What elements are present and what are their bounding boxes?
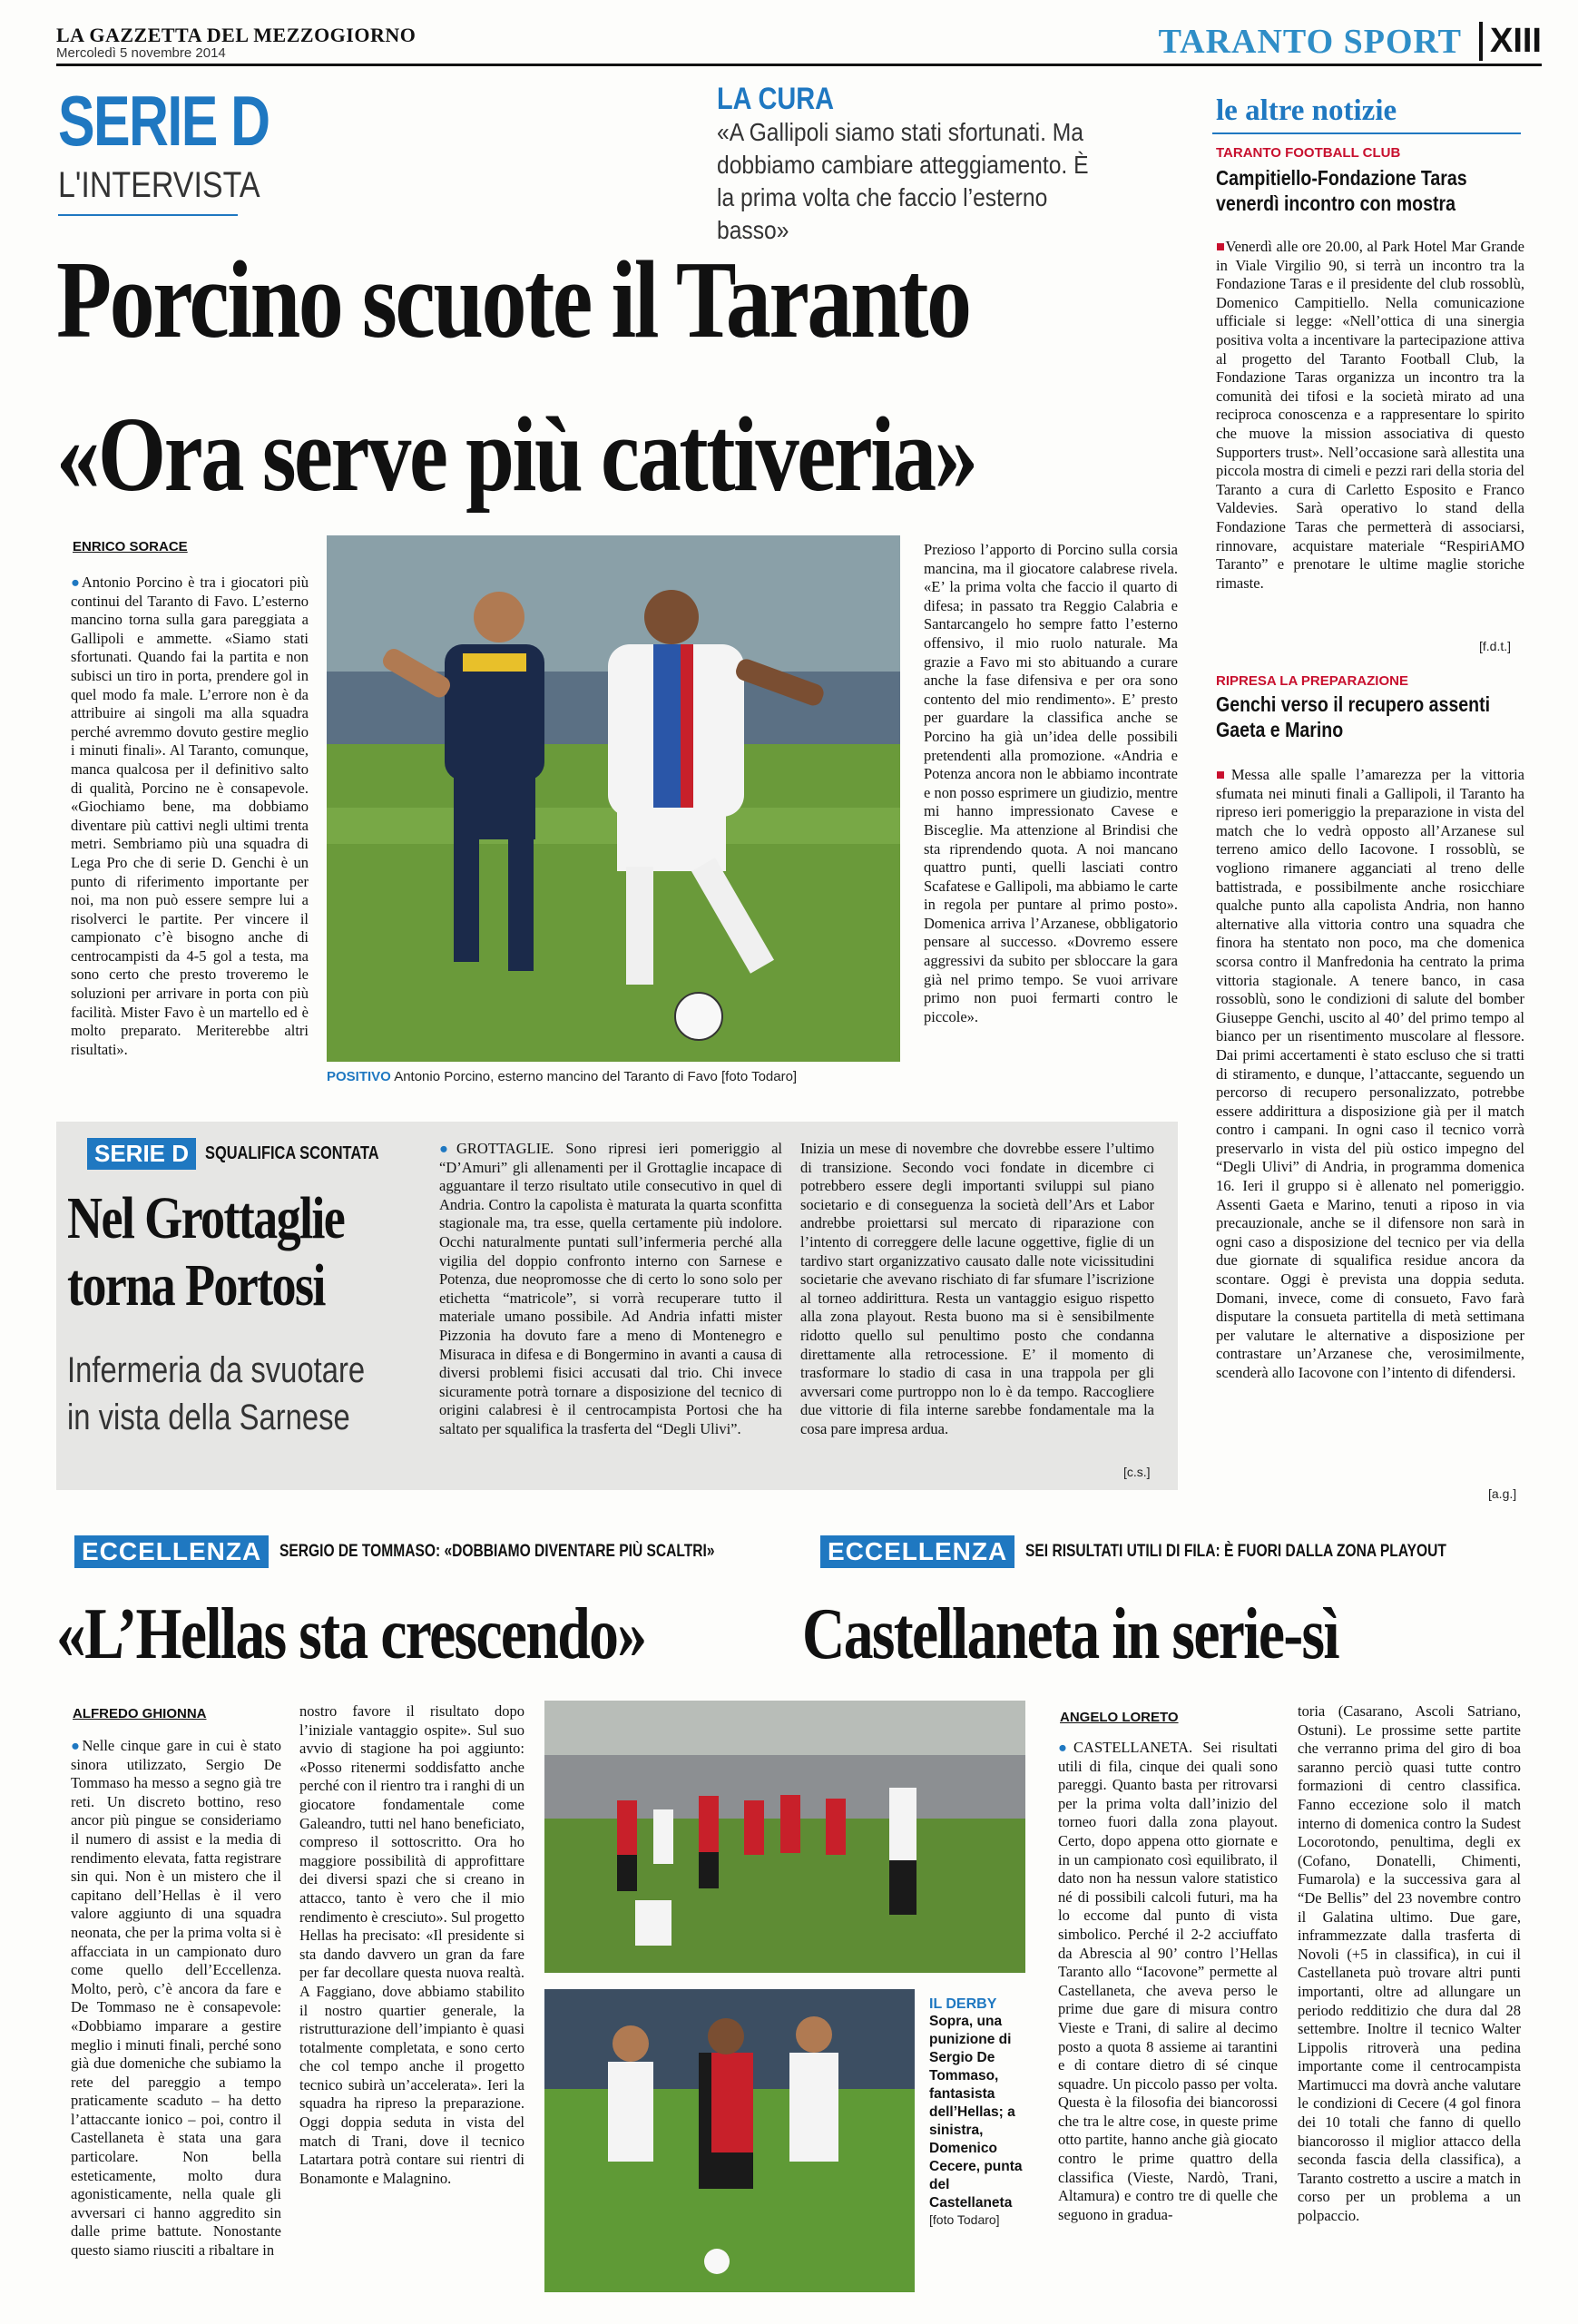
hellas-photo-top <box>544 1701 1025 1973</box>
sidebar-item2-kicker: RIPRESA LA PREPARAZIONE <box>1216 673 1408 689</box>
grottaglie-tag-row <box>87 1138 417 1170</box>
lead-column-1: ● Antonio Porcino è tra i giocatori più continui del Taranto di Favo. L’esterno mancino torna sulla gara pareggiata a Gallipoli e ammette. «Siamo stati sfortunati. Quando fai la partita e non subisci un tiro in porta, prendere gol in quel modo fa male. L’errore non è da attribuire ai singoli ma alla squadra perché avremmo dovuto gestire meglio i minuti finali». Al Taranto, comunque, manca qualcosa per il definitivo salto di qualità, Porcino ne è consapevole. «Giochiamo bene, ma dobbiamo diventare più cattivi negli ultimi trenta metri. Sembriamo più una squadra di Lega Pro che di serie D. Genchi è un punto di riferimento importante per noi, ma non può essere sempre lui a risolverci le partite. Per vincere il campionato c’è bisogno anche di centrocampisti da 4-5 gol a testa, ma sono certo che presto troveremo le soluzioni per arrivare in porta con più facilità. Mister Favo è un martello ed è molto preparato. Meriterebbe altri risultati». <box>71 574 309 1082</box>
grottaglie-title: Nel Grottaglie torna Portosi <box>67 1185 345 1319</box>
section-name: TARANTO SPORT <box>1158 23 1462 61</box>
pull-quote: «A Gallipoli siamo stati sfortunati. Ma dobbiamo cambiare atteggiamento. È la prima volta che faccio l’esterno basso» <box>717 118 1089 244</box>
lead-photo <box>327 535 900 1062</box>
derby-tag: IL DERBY <box>929 1996 997 2012</box>
lead-photo-caption <box>327 1069 907 1084</box>
derby-caption-text: Sopra, una punizione di Sergio De Tommaso, fantasista dell’Hellas; a sinistra, Domenico Cecere, punta del Castellaneta <box>929 2014 1023 2211</box>
lead-column-3: Prezioso l’apporto di Porcino sulla corsia mancina, ma il giocatore calabrese rivela. «E’ la prima volta che faccio il quarto di difesa; in passato tra Reggio Calabria e Santarcangelo ho sempre fatto l’esterno offensivo, il mio ruolo naturale. Ma grazie a Favo mi sto abituando a curare anche la fase difensiva e per ora sono contento del mio rendimento». E’ presto per guardare la classifica anche se Porcino ha già un’idea delle possibili pretendenti alla promozione. «Andria e Potenza ancora non le abbiamo incontrate e non posso esprimere un giudizio, mentre mi hanno impressionato Cavese e Bisceglie. Ma attenzione al Brindisi che sta riprendendo quota. A noi mancano quattro punti, quelli lasciati contro Scafatese e Gallipoli, ma abbiamo le carte in regola per puntare al primo posto». Domenica arriva l’Arzanese, obbligatorio pensare al successo. «Dovremo essere aggressivi da subito per sbloccare la gara già nel primo tempo. Se vuoi arrivare primo non puoi fermarti contro le piccole». <box>924 541 1178 1025</box>
hellas-photo-bottom <box>544 1989 915 2292</box>
castellaneta-tag-sub: SEI RISULTATI UTILI DI FILA: È FUORI DALLA ZONA PLAYOUT <box>1025 1542 1447 1561</box>
caption-text: Antonio Porcino, esterno mancino del Taranto di Favo <box>394 1069 718 1084</box>
lead-headline: Porcino scuote il Taranto <box>56 239 970 361</box>
sidebar-item1-body: ■ Venerdì alle ore 20.00, al Park Hotel Mar Grande in Viale Virgilio 90, si terrà un incontro tra la Fondazione Taras e il presidente del club rossoblù, Domenico Campitiello. Nella comunicazione ufficiale si legge: «Nell’ottica di una sinergia positiva volta a incentivare la partecipazione attiva al progetto del Taranto Football Club, la Fondazione Taras organizza un incontro tra la comunità dei tifosi e la società mirato ad una reciproca conoscenza e a rappresentare lo spirito che muove la mission associativa di questo Supporters trust». Nell’occasione sarà allestita una piccola mostra di cimeli e pezzi rari della storia del Taranto a cura di Carletto Esposito e Franco Valdevies. Sarà operativo lo stand della Fondazione Taras che permetterà di associarsi, rinnovare, acquistare materiale “RespiriAMO Taranto” e prenotare le ultime maglie storiche rimaste. <box>1216 238 1524 646</box>
derby-caption <box>929 1996 1029 2227</box>
castellaneta-headline: Castellaneta in serie-sì <box>802 1594 1339 1674</box>
castellaneta-tag: ECCELLENZA <box>820 1535 1014 1568</box>
hellas-headline: «L’Hellas sta crescendo» <box>56 1594 646 1674</box>
sidebar-item2-signature: [a.g.] <box>1488 1486 1517 1501</box>
quote-kicker: LA CURA <box>717 82 834 116</box>
sidebar-title: le altre notizie <box>1216 94 1397 127</box>
lead-headline-quote: «Ora serve più cattiveria» <box>56 395 976 514</box>
section-subkicker: L'INTERVISTA <box>58 165 260 205</box>
derby-credit: [foto Todaro] <box>929 2212 1000 2227</box>
hellas-tag-row <box>74 1535 810 1568</box>
kicker-rule <box>58 214 238 216</box>
page-number: XIII <box>1479 22 1542 61</box>
derby-match-illustration <box>544 1989 915 2292</box>
grottaglie-column-1: ● GROTTAGLIE. Sono ripresi ieri pomeriggio al “D’Amuri” gli allenamenti per il Grottaglie incapace di agguantare il terzo risultato utile consecutivo in quel di Andria. Contro la capolista è maturata la quarta sconfitta stagionale ma, tra esse, quella certamente più indolore. Occhi naturalmente puntati sull’infermeria perché alla vigilia del doppio confronto interno con Sarnese e Potenza, due neopromosse che di certo lo sono solo per etichetta “matricole”, si vorrà recuperare tutto il materiale umano possibile. Ad Andria infatti mister Pizzonia ha dovuto fare a meno di Montenegro e Misuraca in difesa e di Bongermino in avanti a causa di diversi problemi fisici accusati dal trio. Chi invece sicuramente potrà tornare a disposizione del tecnico di origini calabresi è il centrocampista Portosi che ha saltato per squalifica la trasferta del “Degli Ulivi”. <box>439 1140 782 1485</box>
sidebar-item1-signature: [f.d.t.] <box>1479 639 1512 653</box>
newspaper-name: LA GAZZETTA DEL MEZZOGIORNO <box>56 24 417 46</box>
section-kicker: SERIE D <box>58 81 270 161</box>
castellaneta-tag-row <box>820 1535 1539 1568</box>
free-kick-illustration <box>544 1701 1025 1973</box>
grottaglie-tag: SERIE D <box>87 1138 196 1170</box>
sidebar-item2-body: ■ Messa alle spalle l’amarezza per la vittoria sfumata nei minuti finali a Gallipoli, il Taranto ha ripreso ieri pomeriggio la preparazione in vista del match che lo vedrà opposto all’Arzanese sul terreno amico dello Iacovone. I rossoblù, se vogliono rimanere agganciati al treno delle battistrada, e possibilmente anche rosicchiare qualche punto alla capolista Andria, non hanno alternative alla vittoria contro una squadra che finora ha stentato non poco, ma che domenica scorsa contro il Manfredonia ha centrato la prima vittoria stagionale. A tenere banco, in casa rossoblù, sono le condizioni di salute del bomber Giuseppe Genchi, uscito al 40’ del primo tempo al bianco per un risentimento muscolare al flessore. Dai primi accertamenti è stato escluso che si tratti di stiramento, e dunque, l’attaccante, seguendo un percorso di recupero personalizzato, potrebbe essere addirittura a disposizione già per il match contro i campani. In ogni caso il tecnico vorrà preservarlo in vista del più ostico impegno del “Degli Ulivi” di Andria, in programma domenica 16. Ieri il gruppo si è allenato nel pomeriggio. Assenti Gaeta e Marino, tenuti a riposo in via precauzionale, anche se il difensore non sarà in ogni caso a disposizione del tecnico per via della due giornate di squalifica residue ancora da scontare. Oggi è prevista una doppia seduta. Domani, invece, come di consueto, Favo farà disputare la consueta partitella di metà settimana per valutare le alternative a disposizione per contrastare un’Arzanese che, verosimilmente, scenderà allo Iacovone con l’intento di difendersi. <box>1216 766 1524 1492</box>
sidebar-item1-headline: Campitiello-Fondazione Taras venerdì incontro con mostra <box>1216 166 1467 215</box>
castellaneta-byline: ANGELO LORETO <box>1060 1710 1179 1725</box>
football-players-illustration <box>327 535 900 1062</box>
castellaneta-column-2: toria (Casarano, Ascoli Satriano, Ostuni). Le prossime sette partite che verranno prima del giro di boa saranno perciò quasi tutte contro formazioni di centro classifica. Fanno eccezione solo il match interno di domenica contro la Sudest Locorotondo, penultima, degli ex (Cofano, Donatelli, Chimenti, Fumarola) e la successiva gara al “De Bellis” del 23 novembre contro il Galatina ultimo. Due gare, inframmezzate dalla trasferta di Novoli (+5 in classifica), in cui il Castellaneta può trovare altri punti importanti, oltre ad allungare un periodo redditizio che dura dal 28 settembre. Inoltre il tecnico Walter Lippolis ritroverà una pedina importante come il centrocampista Martimucci ma dovrà anche valutare le condizioni di Cecere (4 gol finora dei 10 totali che fanno di quello biancorosso il miglior attacco della seconda fascia della classifica), a Taranto costretto a uscire a match in corso per un problema a un polpaccio. <box>1298 1702 1521 2225</box>
sidebar-rule <box>1212 132 1521 134</box>
caption-tag: POSITIVO <box>327 1069 391 1084</box>
grottaglie-tag-sub: SQUALIFICA SCONTATA <box>205 1143 379 1163</box>
castellaneta-column-1: ● CASTELLANETA. Sei risultati utili di fila, cinque dei quali sono pareggi. Quanto basta per ritrovarsi per la prima volta dall’inizio del torneo fuori dalla zona playout. Certo, dopo appena otto giornate e in un campionato così equilibrato, il dato non ha nessun valore statistico né di possibili calcoli futuri, ma ha lo eccome dal punto di vista simbolico. Perché il 2-2 acciuffato da Abrescia al 90’ contro l’Hellas Taranto allo “Iacovone” permette al Castellaneta, che aveva perso le prime due gare di misura contro Vieste e Trani, di salire al decimo posto a quota 8 assieme ai tarantini e di contare dietro di sé cinque squadre. Un piccolo passo per volta. Questa è la filosofia dei biancorossi che tra le altre cose, in queste prime otto partite, hanno anche già giocato contro le prime quattro della classifica (Vieste, Nardò, Trani, Altamura) e contro tre di quelle che seguono in gradua- <box>1058 1739 1278 2292</box>
grottaglie-subtitle: Infermeria da svuotare in vista della Sarnese <box>67 1350 366 1437</box>
hellas-column-2: nostro favore il risultato dopo l’iniziale vantaggio ospite». Sul suo avvio di stagione ha poi aggiunto: «Posso ritenermi soddisfatto anche perché con il rientro tra i ranghi di un giocatore fondamentale come Galeandro, tutti nel hano beneficiato, compreso il sottoscritto. Ora ho maggiore possibilità di approfittare dei diversi spazi che si creano in attacco, tanto è vero che il mio rendimento è cresciuto». Sul progetto Hellas ha precisato: «Il presidente si sta dando davvero un gran da fare per far decollare questa nuova realtà. A Faggiano, dove abbiamo stabilito il nostro quartier generale, la ristrutturazione dell’impianto è quasi totalmente completata, e sono certo che col tempo anche il progetto tecnico subirà un’accelerata». Ieri la squadra ha ripreso la preparazione. Oggi doppia seduta in vista del match di Trani, dove il tecnico Latartara potrà contare sui rientri di Bonamonte e Malagnino. <box>299 1702 524 2187</box>
issue-date: Mercoledì 5 novembre 2014 <box>56 45 226 61</box>
grottaglie-column-2: Inizia un mese di novembre che dovrebbe essere l’ultimo di transizione. Secondo voci fondate in dicembre ci potrebbero essere degli importanti sviluppi sul piano societario e di conseguenza la società dell’Ars et Labor andrebbe proiettarsi sul mercato di riparazione con l’intento di correggere delle lacune oggettive, figlie di un tardivo start organizzativo causato dalle note vicissitudini societarie che avevano rischiato di far sfumare l’iscrizione al torneo addirittura. Resta un vantaggio esiguo rispetto alla zona playout. Resta buono ma si è sensibilmente ridotto quello sul penultimo posto che condanna direttamente alla retrocessione. E’ il momento di trasformare lo stadio di casa in una trappola per gli avversari come purtroppo non lo è da tempo. Raccogliere due vittorie di fila interne sarebbe fondamentale ma la cosa pare impresa ardua. <box>800 1140 1154 1437</box>
lead-byline: ENRICO SORACE <box>73 539 188 554</box>
grottaglie-signature: [c.s.] <box>1123 1465 1151 1479</box>
hellas-tag: ECCELLENZA <box>74 1535 269 1568</box>
sidebar-item1-kicker: TARANTO FOOTBALL CLUB <box>1216 145 1401 161</box>
hellas-byline: ALFREDO GHIONNA <box>73 1706 207 1721</box>
sidebar-item2-headline: Genchi verso il recupero assenti Gaeta e Marino <box>1216 692 1491 741</box>
hellas-column-1: ● Nelle cinque gare in cui è stato sinora utilizzato, Sergio De Tommaso ha messo a segno già tre reti. Un discreto bottino, reso ancor più pingue se consideriamo il numero di assist e la media di rendimento elevata, fatta registrare sin qui. Non è un mistero che il capitano dell’Hellas è il vero valore aggiunto di una squadra neonata, che per la prima volta si è affacciata in un campionato duro come quello dell’Eccellenza. Molto, però, c’è ancora da fare e De Tommaso ne è consapevole: «Dobbiamo imparare a gestire meglio i minuti finali, perché sono già due domeniche che subiamo la rete del pareggio a tempo praticamente scaduto – ha detto l’attaccante ionico – poi, contro il Castellaneta è stata una gara particolare. Non bella esteticamente, molto dura agonisticamente, nella quale gli avversari ci hanno aggredito sin dalle prime battute. Nonostante questo siamo riusciti a ribaltare in <box>71 1737 281 2290</box>
photo-credit: [foto Todaro] <box>720 1069 798 1084</box>
masthead-rule <box>56 64 1542 66</box>
hellas-tag-sub: SERGIO DE TOMMASO: «DOBBIAMO DIVENTARE PIÙ SCALTRI» <box>279 1542 715 1561</box>
